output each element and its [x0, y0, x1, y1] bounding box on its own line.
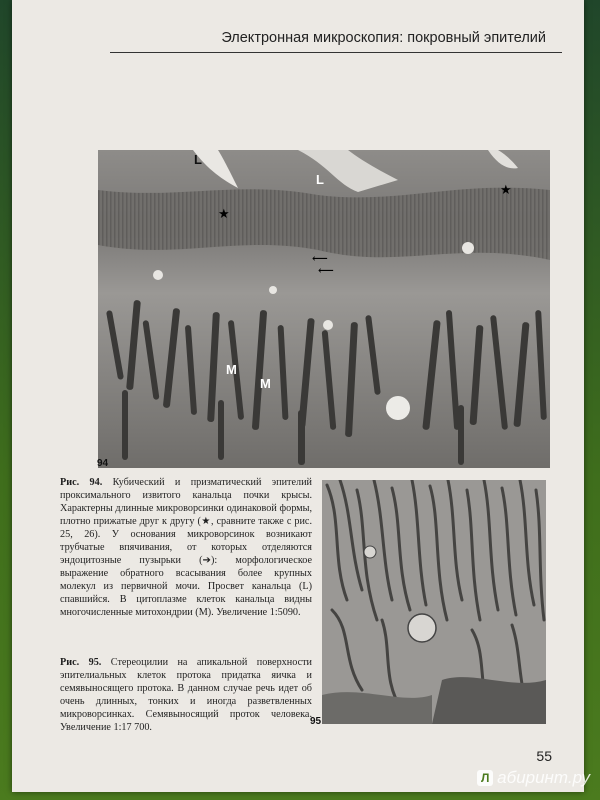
watermark: [477, 768, 590, 788]
micrograph-95-image: [322, 480, 546, 724]
micrograph-94-image: [98, 150, 550, 468]
figure-number-95: 95: [310, 716, 322, 727]
label-lumen-2: L: [316, 172, 324, 187]
label-mito-2: M: [260, 376, 271, 391]
caption-94-text: Кубический и призматический эпителий проксимального извитого канальца почки крысы. Характерны длинные микроворсинки одинаковой формы, плотно прижатые друг к другу (★, сравните также с рис. 25, 26). У основания микроворсинок возникают трубчатые впячивания, от которых отделяются эндоцитозные пузырьки (➔): морфологическое выражение обратного всасывания более крупных молекул из первичной мочи. Просвет канальца (L) спавшийся. В цитоплазме клеток канальца видны многочисленные митохондрии (M). Увеличение 1:5090.: [60, 477, 313, 618]
star-marker-2: ★: [500, 182, 512, 197]
star-marker-1: ★: [218, 206, 230, 221]
running-header: Электронная микроскопия: покровный эпителий: [221, 30, 546, 46]
page-number: 55: [536, 748, 552, 764]
figure-number-94: 94: [97, 458, 109, 469]
micrograph-95: [322, 480, 546, 724]
caption-95-text: Стереоцилии на апикальной поверхности эпителиальных клеток протока придатка яичка и семявыносящего протока. В данном случае речь идет об очень длинных, тонких и иногда разветвленных микроворсинках. Семявыносящий проток человека. Увеличение 1:17 700.: [60, 657, 312, 733]
caption-95-label: Рис. 95.: [60, 657, 102, 668]
micrograph-94: [98, 150, 550, 468]
caption-figure-95: [60, 656, 312, 734]
header-rule: [110, 52, 562, 53]
watermark-text: абиринт.ру: [497, 768, 590, 787]
caption-94-label: Рис. 94.: [60, 477, 103, 488]
label-lumen-1: L: [194, 152, 202, 167]
watermark-logo: Л: [477, 770, 493, 786]
caption-figure-94: [60, 476, 312, 619]
label-mito-1: M: [226, 362, 237, 377]
arrow-marker-2: ⟵: [318, 265, 334, 277]
arrow-marker-1: ⟵: [312, 253, 328, 265]
